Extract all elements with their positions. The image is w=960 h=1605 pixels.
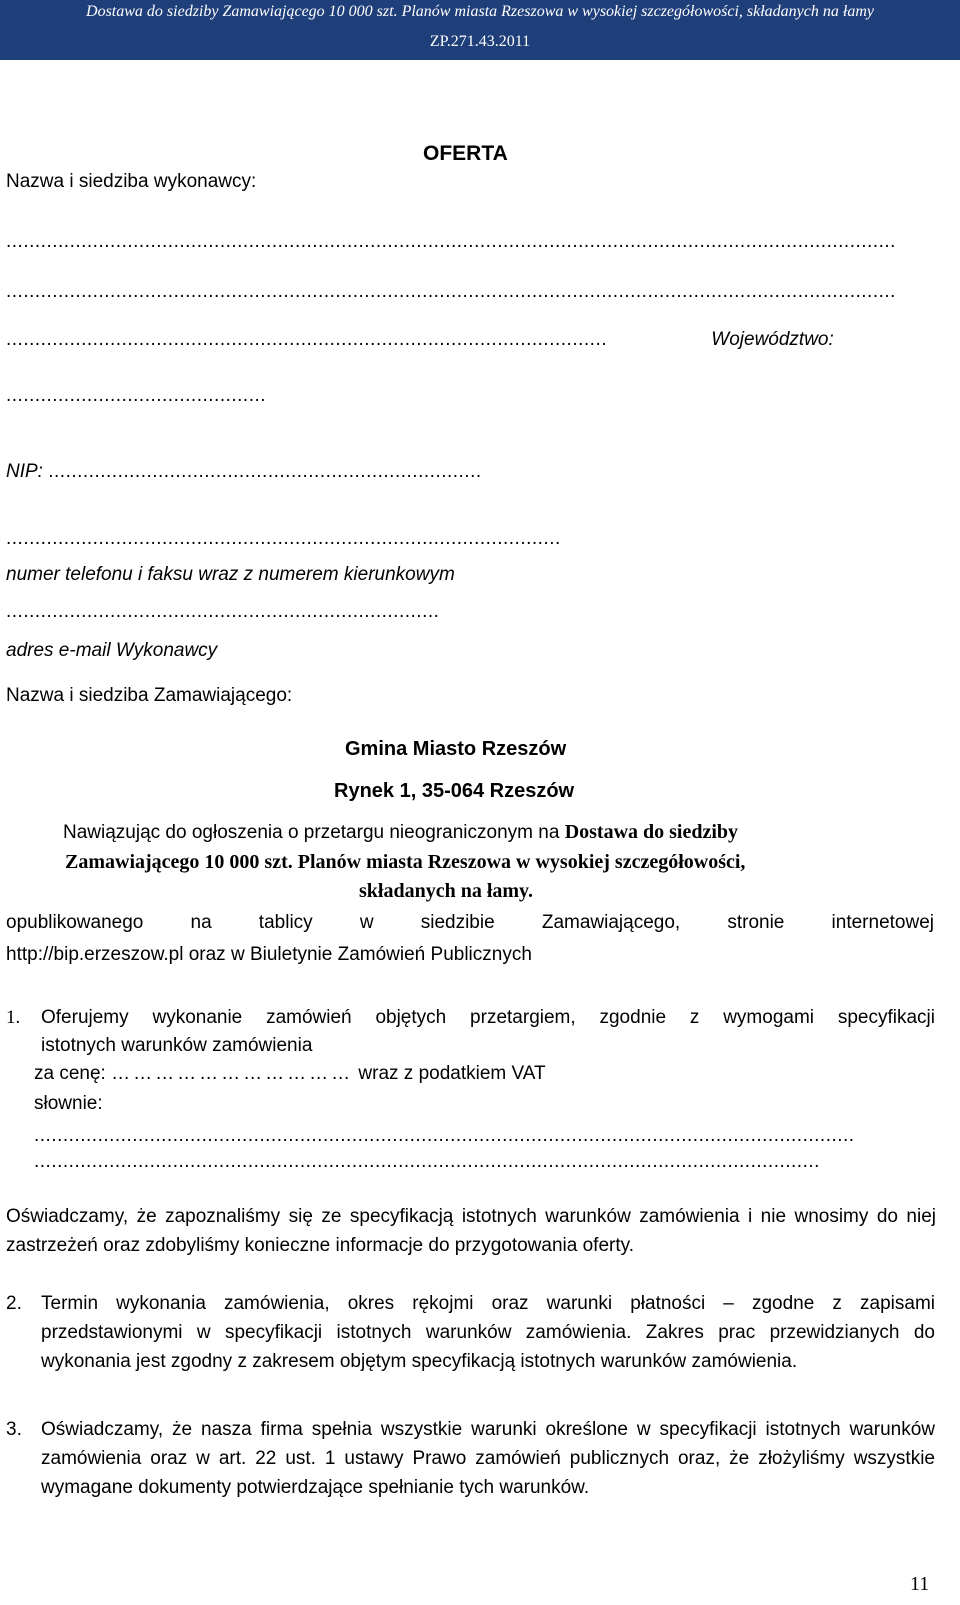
price-label: za cenę: [34,1063,106,1084]
email-label: adres e-mail Wykonawcy [6,640,218,661]
point-2-number: 2. [6,1293,22,1314]
page-number: 11 [910,1573,930,1595]
contractor-voivodeship-row [6,328,834,352]
price-row [34,1062,546,1086]
nip-dots: ........................................................................... [48,461,482,482]
declaration-paragraph: Oświadczamy, że zapoznaliśmy się ze specyfikacją istotnych warunków zamówienia i nie wnosimy do niej zastrzeżeń oraz zdobyliśmy konieczne informacje do przygotowania oferty. [6,1206,936,1256]
nip-row [6,460,482,484]
phone-label: numer telefonu i faksu wraz z numerem kierunkowym [6,564,455,585]
intro-subject-3: składanych na łamy. [359,880,533,902]
offer-title: OFERTA [423,142,508,165]
page-header [0,0,960,60]
ordering-party-address: Rynek 1, 35-064 Rzeszów [334,780,575,802]
intro-line-1 [63,820,738,845]
intro-published-line-2: http://bip.erzeszow.pl oraz w Biuletynie Zamówień Publicznych [6,944,532,965]
words-dots-1: .............................................................................................................................................. [34,1125,855,1146]
contractor-dots-1: .......................................................................................................................................................... [6,231,896,252]
point-3-text: Oświadczamy, że nasza firma spełnia wszystkie warunki określone w specyfikacji istotnych warunków zamówienia oraz w art. 22 ust. 1 ustawy Prawo zamówień publicznych oraz, że złożyliśmy wszystkie wymagane dokumenty potwierdzające spełnianie tych warunków. [41,1419,935,1498]
price-blank: …………………………… [111,1063,354,1084]
nip-label: NIP: [6,461,43,482]
words-dots-2: ........................................................................................................................................ [34,1151,820,1172]
intro-subject-1: Dostawa do siedziby [564,821,739,843]
contractor-dots-3: ........................................................................................................ [6,329,607,350]
intro-lead: Nawiązując do ogłoszenia o przetargu nieograniczonym na [63,822,565,843]
ordering-party-label: Nazwa i siedziba Zamawiającego: [6,685,293,706]
point-1-number: 1. [6,1007,21,1028]
words-label: słownie: [34,1093,103,1114]
point-3-number: 3. [6,1419,22,1440]
point-1-text-2: istotnych warunków zamówienia [41,1035,313,1056]
intro-subject-2: Zamawiającego 10 000 szt. Planów miasta Rzeszowa w wysokiej szczegółowości, [65,851,746,873]
header-title: Dostawa do siedziby Zamawiającego 10 000 szt. Planów miasta Rzeszowa w wysokiej szczegółowości, składanych na łamy [86,3,874,20]
contractor-dots-2: .......................................................................................................................................................... [6,281,896,302]
header-reference: ZP.271.43.2011 [429,33,531,50]
contractor-dots-5: ................................................................................................ [6,528,561,549]
price-suffix: wraz z podatkiem VAT [358,1063,546,1084]
point-1-text: Oferujemy wykonanie zamówień objętych przetargiem, zgodnie z wymogami specyfikacji [41,1007,935,1028]
intro-published-line: opublikowanego na tablicy w siedzibie Zamawiającego, stronie internetowej [6,912,934,933]
contractor-dots-6: ........................................................................... [6,601,440,622]
ordering-party-name: Gmina Miasto Rzeszów [345,738,567,760]
contractor-dots-4: ............................................. [6,385,267,406]
voivodeship-label: Województwo: [711,329,834,350]
contractor-label: Nazwa i siedziba wykonawcy: [6,171,257,192]
point-2-text: Termin wykonania zamówienia, okres rękojmi oraz warunki płatności – zgodne z zapisami przedstawionymi w specyfikacji istotnych warunków zamówienia. Zakres prac przewidzianych do wykonania jest zgodny z zakresem objętym specyfikacją istotnych warunków zamówienia. [41,1293,935,1372]
